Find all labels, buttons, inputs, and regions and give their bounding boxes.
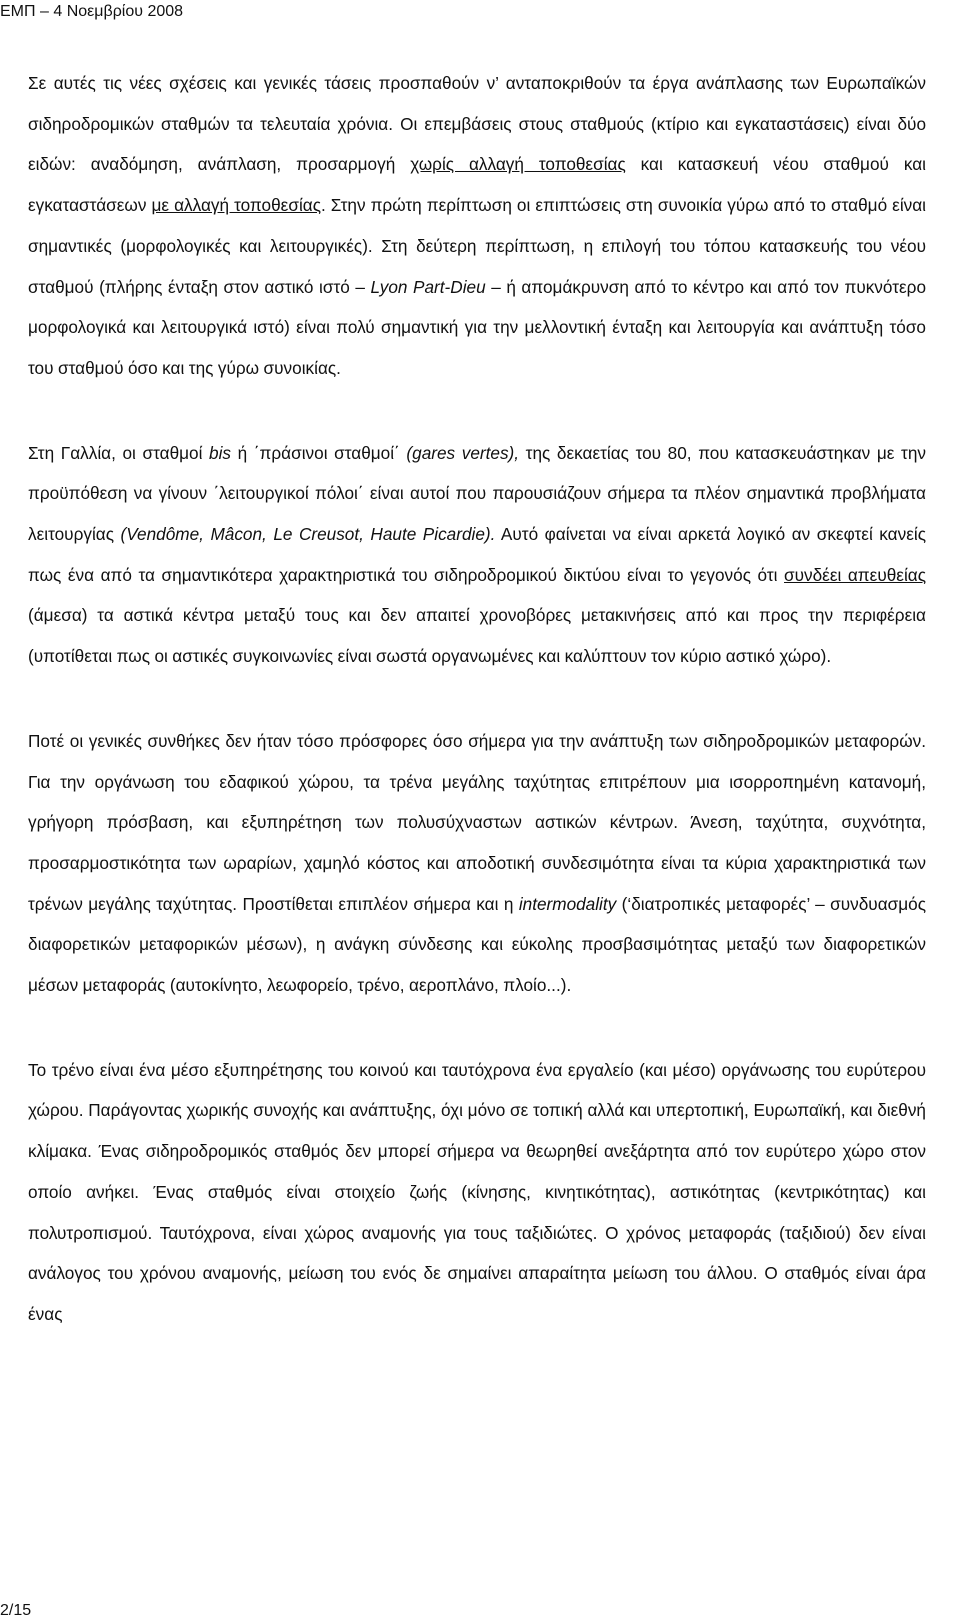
underlined-text: συνδέει απευθείας [784, 564, 926, 585]
italic-text: intermodality [518, 893, 617, 914]
paragraph [28, 1050, 926, 1335]
italic-text: Lyon Part-Dieu [370, 276, 486, 297]
text-run: – ή απομάκρυνση από το κέντρο και από τον πυκνότερο μορφολογικά και λειτουργικά ιστό) είναι πολύ σημαντική για την μελλοντική ένταξη και λειτουργία και ανάπτυξη τόσο του σταθμού όσο και της γύρω συνοικίας. [28, 276, 927, 378]
text-run: και κατασκευή νέου σταθμού και εγκαταστάσεων [28, 154, 926, 216]
text-run: της δεκαετίας του 80, που κατασκευάστηκαν με την προϋπόθεση να γίνουν ΄λειτουργικοί πόλοι΄ είναι αυτοί που παρουσιάζουν σήμερα τα πλέον σημαντικά προβλήματα λειτουργίας [28, 442, 926, 545]
page-header: ΕΜΠ – 4 Νοεμβρίου 2008 [0, 3, 184, 20]
italic-text: bis [209, 442, 232, 463]
text-run: Σε αυτές τις νέες σχέσεις και γενικές τάσεις προσπαθούν ν’ ανταποκριθούν τα έργα ανάπλασης των Ευρωπαϊκών σιδηροδρομικών σταθμών τα τελευταία χρόνια. Οι επεμβάσεις στους σταθμούς (κτίριο και εγκαταστάσεις) είναι δύο ειδών: αναδόμηση, ανάπλαση, προσαρμογή [28, 73, 926, 175]
underlined-text: με αλλαγή τοποθεσίας [151, 195, 321, 216]
text-run: ή ΄πράσινοι σταθμοί΄ [231, 442, 407, 463]
text-run: Ποτέ οι γενικές συνθήκες δεν ήταν τόσο πρόσφορες όσο σήμερα για την ανάπτυξη των σιδηροδρομικών μεταφορών. Για την οργάνωση του εδαφικού χώρου, τα τρένα μεγάλης ταχύτητας επιτρέπουν μια ισορροπημένη κατανομή, γρήγορη πρόσβαση, και εξυπηρέτηση των πολυσύχναστων αστικών κέντρων. Άνεση, ταχύτητα, συχνότητα, προσαρμοστικότητα των ωραρίων, χαμηλό κόστος και αποδοτική συνδεσιμότητα είναι τα κύρια χαρακτηριστικά των τρένων μεγάλης ταχύτητας. Προστίθεται επιπλέον σήμερα και η [28, 730, 926, 914]
document-body [28, 63, 926, 1335]
text-run: (άμεσα) τα αστικά κέντρα μεταξύ τους και δεν απαιτεί χρονοβόρες μετακινήσεις από και προς την περιφέρεια (υποτίθεται πως οι αστικές συγκοινωνίες είναι σωστά οργανωμένες και καλύπτουν τον κύριο αστικό χώρο). [28, 605, 926, 667]
text-run: Στη Γαλλία, οι σταθμοί [28, 442, 210, 463]
page-number: 2/15 [0, 1602, 32, 1619]
paragraph [28, 721, 926, 1006]
underlined-text: χωρίς αλλαγή τοποθεσίας [410, 154, 626, 175]
text-run: . Στην πρώτη περίπτωση οι επιπτώσεις στη συνοικία γύρω από το σταθμό είναι σημαντικές (μορφολογικές και λειτουργικές). Στη δεύτερη περίπτωση, η επιλογή του τόπου κατασκευής του νέου σταθμού (πλήρης ένταξη στον αστικό ιστό – [28, 195, 926, 297]
text-run: Αυτό φαίνεται να είναι αρκετά λογικό αν σκεφτεί κανείς πως ένα από τα σημαντικότερα χαρακτηριστικά του σιδηροδρομικού δικτύου είναι το γεγονός ότι [28, 524, 926, 585]
paragraph [28, 63, 926, 389]
italic-text: (Vendôme, Mâcon, Le Creusot, Haute Picardie). [120, 524, 496, 545]
italic-text: (gares vertes), [406, 442, 520, 463]
paragraph [28, 433, 926, 677]
text-run: (‘διατροπικές μεταφορές’ – συνδυασμός διαφορετικών μεταφορικών μέσων), η ανάγκη σύνδεσης και εύκολης προσβασιμότητας μεταξύ των διαφορετικών μέσων μεταφοράς (αυτοκίνητο, λεωφορείο, τρένο, αεροπλάνο, πλοίο...). [28, 893, 926, 996]
text-run: Το τρένο είναι ένα μέσο εξυπηρέτησης του κοινού και ταυτόχρονα ένα εργαλείο (και μέσο) οργάνωσης του ευρύτερου χώρου. Παράγοντας χωρικής συνοχής και ανάπτυξης, όχι μόνο σε τοπική αλλά και υπερτοπική, Ευρωπαϊκή, και διεθνή κλίμακα. Ένας σιδηροδρομικός σταθμός δεν μπορεί σήμερα να θεωρηθεί ανεξάρτητα από τον ευρύτερο χώρο στον οποίο ανήκει. Ένας σταθμός είναι στοιχείο ζωής (κίνησης, κινητικότητας), αστικότητας (κεντρικότητας) και πολυτροπισμού. Ταυτόχρονα, είναι χώρος αναμονής για τους ταξιδιώτες. Ο χρόνος μεταφοράς (ταξιδιού) δεν είναι ανάλογος του χρόνου αναμονής, μείωση του ενός δε σημαίνει απαραίτητα μείωση του άλλου. Ο σταθμός είναι άρα ένας [28, 1059, 926, 1324]
